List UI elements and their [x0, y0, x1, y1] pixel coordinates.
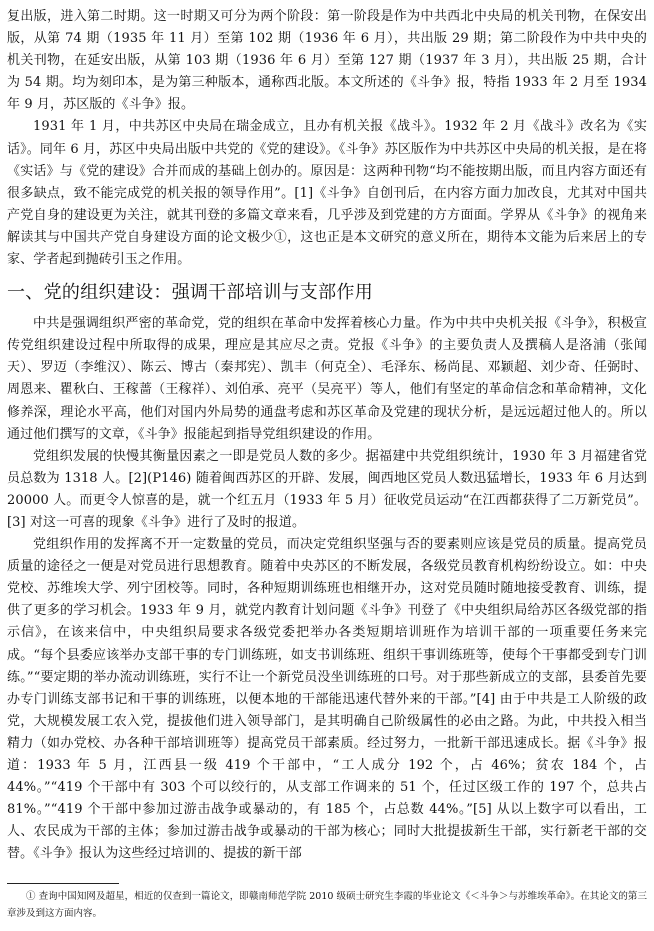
footnote: ① 查询中国知网及超星，相近的仅查到一篇论文，即赣南师范学院 2010 级硕士研究生李霞的毕业论文《＜斗争＞与苏维埃革命》。在其论文的第三章涉及到这方面内容。 — [7, 891, 647, 919]
section-heading: 一、党的组织建设：强调干部培训与支部作用 — [7, 282, 373, 304]
paragraph-founding-background: 1931 年 1 月，中共苏区中央局在瑞金成立，且办有机关报《战斗》。1932 年 2 月《战斗》改名为《实话》。同年 6 月，苏区中央局出版中共党的《党的建设》。《斗争》苏区版作为中共苏区中央局的机关报，是在将《实话》与《党的建设》合并而成的基础上创办的。原因是：这两种刊物“均不能按期出版，而且内容方面还有很多缺点，致不能完成党的机关报的领导作用”。[1]《斗争》自创刊后，在内容方面力加改良，尤其对中国共产党自身的建设更为关注，就其刊登的多篇文章来看，几乎涉及到党建的方方面面。学界从《斗争》的视角来解读其与中国共产党自身建设方面的论文极少①，这也正是本文研究的意义所在，期待本文能为后来居上的专家、学者起到抛砖引玉之作用。 — [7, 119, 647, 268]
paragraph-organization-building: 中共是强调组织严密的革命党，党的组织在革命中发挥着核心力量。作为中共中央机关报《斗争》，积极宣传党组织建设过程中所取得的成果，理应是其应尽之责。党报《斗争》的主要负责人及撰稿人是洛浦（张闻天）、罗迈（李维汉）、陈云、博古（秦邦宪）、凯丰（何克全）、毛泽东、杨尚昆、邓颖超、刘少奇、任弼时、周恩来、瞿秋白、王稼蔷（王稼祥）、刘伯承、亮平（吴亮平）等人，他们有坚定的革命信念和革命精神，文化修养深，理论水平高，他们对国内外局势的通盘考虑和苏区革命及党建的现状分析，是远远超过他人的。所以通过他们撰写的文章，《斗争》报能起到指导党组织建设的作用。 — [7, 316, 647, 442]
paragraph-history-periods: 复出版，进入第二时期。这一时期又可分为两个阶段：第一阶段是作为中共西北中央局的机关刊物，在保安出版，从第 74 期（1935 年 11 月）至第 102 期（1936 年 6 月），共出版 29 期；第二阶段作为中共中央的机关刊物，在延安出版，从第 103 期（1936 年 6 月）至第 127 期（1937 年 3 月），共出版 25 期，合计为 54 期。均为刻印本，是为第三种版本，通称西北版。本文所述的《斗争》报，特指 1933 年 2 月至 1934 年 9 月，苏区版的《斗争》报。 — [7, 9, 647, 113]
paragraph-membership-growth: 党组织发展的快慢其衡量因素之一即是党员人数的多少。据福建中共党组织统计，1930 年 3 月福建省党员总数为 1318 人。[2](P146) 随着闽西苏区的开辟、发展，闽西地区党员人数迅猛增长，1933 年 6 月达到 20000 人。而更令人惊喜的是，就一个红五月（1933 年 5 月）征收党员运动“在江西都获得了二万新党员”。[3] 对这一可喜的现象《斗争》进行了及时的报道。 — [7, 448, 647, 530]
paragraph-cadre-training: 党组织作用的发挥离不开一定数量的党员，而决定党组织坚强与否的要素则应该是党员的质量。提高党员质量的途径之一便是对党员进行思想教育。随着中央苏区的不断发展，各级党员教育机构纷纷设立。如：中央党校、苏维埃大学、列宁团校等。同时，各种短期训练班也相继开办，这对党员随时随地接受教育、训练，提供了更多的学习机会。1933 年 9 月，就党内教育计划问题《斗争》刊登了《中央组织局给苏区各级党部的指示信》，在该来信中，中央组织局要求各级党委把举办各类短期培训班作为培训干部的一项重要任务来完成。“每个县委应该举办支部干事的专门训练班，如支书训练班、组织干事训练班等，使每个干事都受到专门训练。”“要定期的举办流动训练班，实行不让一个新党员没坐训练班的口号。对于那些新成立的支部，县委首先要办专门训练支部书记和干事的训练班，以便本地的干部能迅速代替外来的干部。”[4] 由于中共是工人阶级的政党，大规模发展工农入党，提拔他们进入领导部门，是其明确自己阶级属性的必由之路。为此，中共投入相当精力（如办党校、办各种干部培训班等）提高党员干部素质。经过努力，一批新干部迅速成长。据《斗争》报道：1933 年 5 月，江西县一级 419 个干部中，“工人成分 192 个，占 46%；贫农 184 个，占 44%。”“419 个干部中有 303 个可以绞行的，从支部工作调来的 51 个，任过区级工作的 197 个，总共占 81%。”“419 个干部中参加过游击战争或暴动的，有 185 个，占总数 44%。”[5] 从以上数字可以看出，工人、农民成为干部的主体；参加过游击战争或暴动的干部为核心；同时大批提拔新生干部，实行新老干部的交替。《斗争》报认为这些经过培训的、提拔的新干部 — [7, 537, 647, 862]
footnote-divider — [7, 883, 119, 884]
